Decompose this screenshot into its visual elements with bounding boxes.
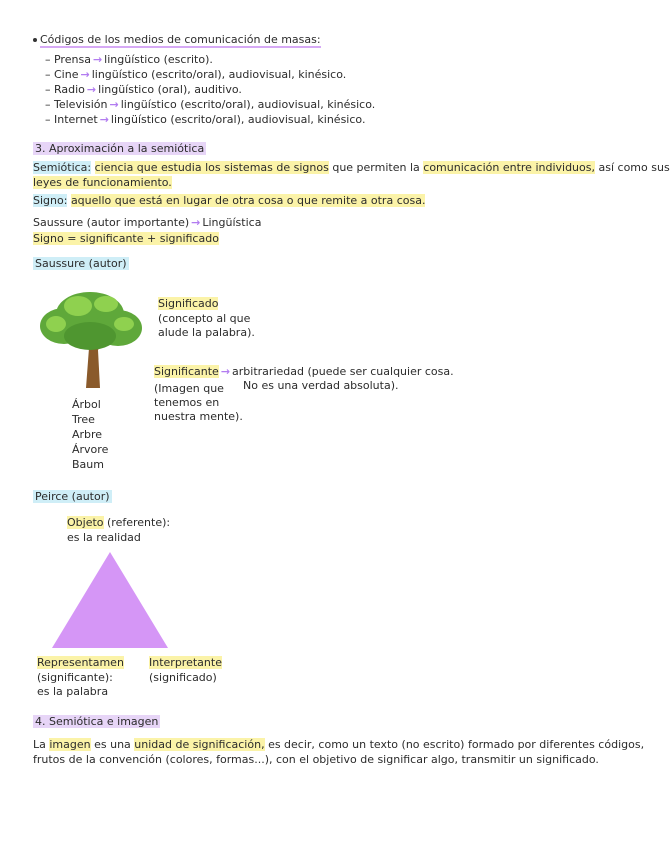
word-item: Arbre <box>72 428 103 441</box>
interpretante-label: Interpretante <box>149 656 222 669</box>
representamen-desc: es la palabra <box>37 685 109 698</box>
arrow-right-icon: → <box>80 68 90 81</box>
interpretante-desc: (significado) <box>149 671 217 684</box>
list-item: – Prensa → lingüístico (escrito). <box>45 53 213 66</box>
section3-heading: 3. Aproximación a la semiótica <box>35 142 205 155</box>
section4-paragraph: La imagen es una unidad de significación, es decir, como un texto (no escrito) formado por diferentes códigos, <box>33 738 645 751</box>
saussure-linguistica: Saussure (autor importante) → Lingüística <box>33 216 262 229</box>
objeto-label: Objeto (referente): <box>67 516 171 529</box>
significante-desc: (Imagen que <box>154 382 224 395</box>
arrow-right-icon: → <box>86 83 97 96</box>
semiotica-definition: Semiótica: ciencia que estudia los sistemas de signos que permiten la comunicación entre individuos, así como sus <box>33 161 670 174</box>
objeto-desc: es la realidad <box>67 531 141 544</box>
significado-desc: (concepto al que <box>158 312 251 325</box>
arrow-right-icon: → <box>99 113 109 126</box>
list-item: – Internet → lingüístico (escrito/oral), audiovisual, kinésico. <box>45 113 366 126</box>
section4-heading: 4. Semiótica e imagen <box>35 715 159 728</box>
representamen-label: Representamen <box>37 656 124 669</box>
arrow-right-icon: → <box>220 365 231 378</box>
word-item: Baum <box>72 458 104 471</box>
list-item: – Radio → lingüístico (oral), auditivo. <box>45 83 242 96</box>
word-item: Tree <box>72 413 95 426</box>
significado-block: Significado <box>158 297 219 310</box>
semiotica-definition-cont: leyes de funcionamiento. <box>33 176 172 189</box>
word-list <box>72 397 108 472</box>
arbitrariedad-desc: No es una verdad absoluta). <box>243 379 399 392</box>
arrow-right-icon: → <box>191 216 201 229</box>
word-item: Árbol <box>72 398 101 411</box>
signo-formula: Signo = significante + significado <box>33 232 219 245</box>
significante-desc: tenemos en <box>154 396 220 409</box>
significante-desc: nuestra mente). <box>154 410 243 423</box>
significante-block: Significante → arbitrariedad (puede ser cualquier cosa. <box>154 365 454 378</box>
codigos-list <box>45 52 375 127</box>
section4-paragraph-cont: frutos de la convención (colores, formas...), con el objetivo de significar algo, transmitir un significado. <box>33 753 599 766</box>
tree-icon <box>34 278 146 390</box>
significado-desc: alude la palabra). <box>158 326 255 339</box>
arrow-right-icon: → <box>109 98 119 111</box>
peirce-heading: Peirce (autor) <box>35 490 110 503</box>
triangle-icon <box>50 550 170 650</box>
list-item: – Cine → lingüístico (escrito/oral), audiovisual, kinésico. <box>45 68 347 81</box>
word-item: Árvore <box>72 443 109 456</box>
bullet-icon <box>33 38 37 42</box>
signo-definition: Signo: aquello que está en lugar de otra cosa o que remite a otra cosa. <box>33 194 426 207</box>
list-item: – Televisión → lingüístico (escrito/oral), audiovisual, kinésico. <box>45 98 376 111</box>
saussure-heading: Saussure (autor) <box>35 257 127 270</box>
representamen-desc: (significante): <box>37 671 113 684</box>
codigos-title: Códigos de los medios de comunicación de masas: <box>33 32 321 47</box>
arrow-right-icon: → <box>92 53 103 66</box>
